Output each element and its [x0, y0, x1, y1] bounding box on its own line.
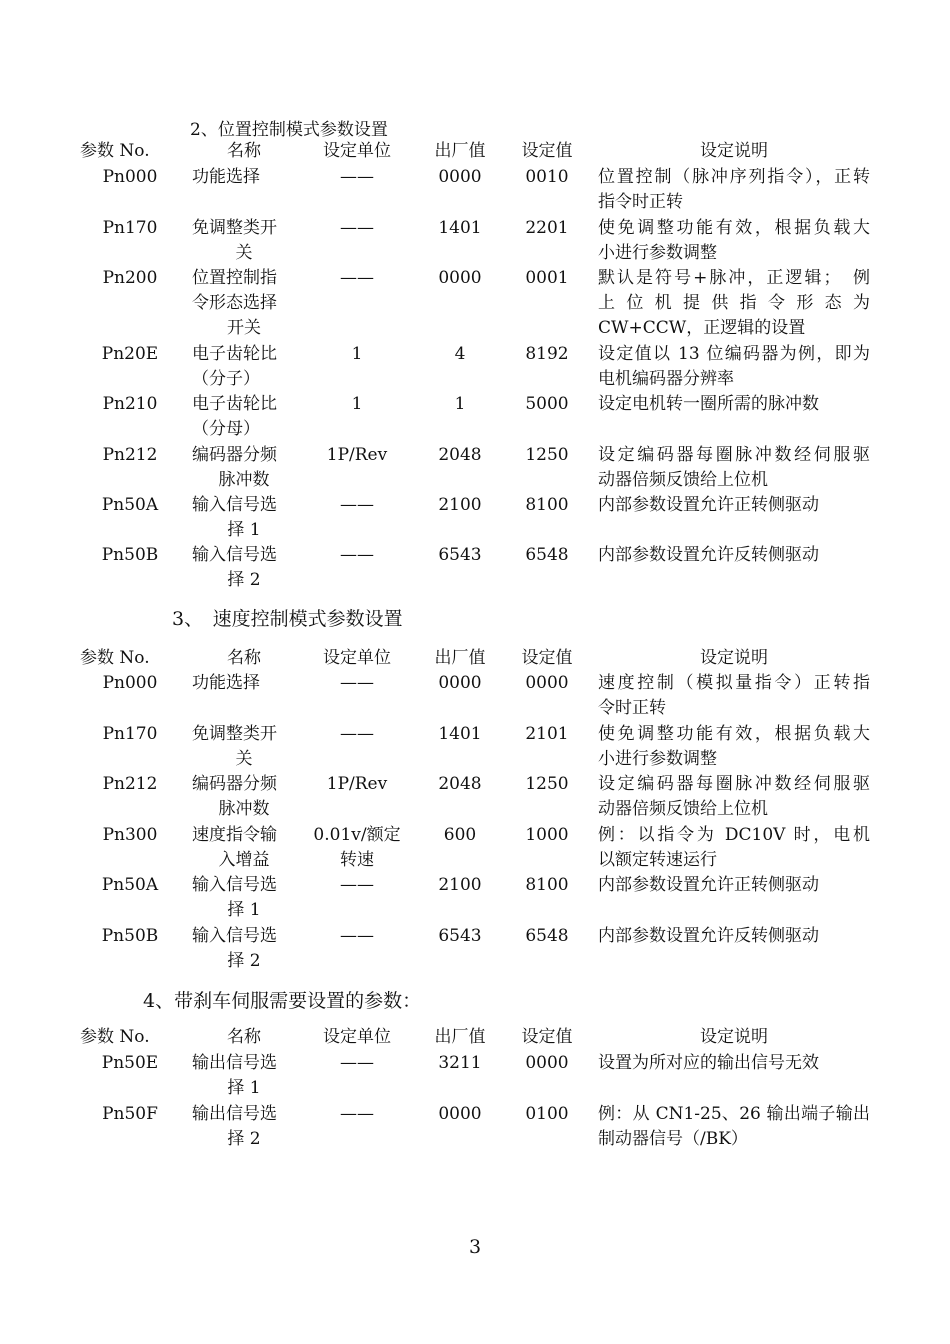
header-set: 设定值 — [521, 141, 573, 161]
param-no: Pn200 — [102, 268, 158, 288]
param-set-value: 5000 — [525, 394, 569, 414]
param-description — [598, 493, 870, 518]
param-factory-value: 4 — [454, 344, 466, 364]
param-set-value: 6548 — [525, 545, 569, 565]
param-description-line: 电机编码器分辨率 — [598, 369, 734, 389]
param-name-line: 输入信号选 — [192, 495, 277, 515]
param-unit — [304, 1051, 410, 1076]
header-name: 名称 — [227, 1027, 261, 1047]
param-description-line: 使免调整功能有效，根据负载大 — [598, 724, 870, 744]
param-unit-line: —— — [340, 495, 374, 515]
header-factory: 出厂值 — [434, 648, 486, 668]
param-no: Pn50E — [101, 1053, 159, 1073]
param-set-value: 1250 — [525, 445, 569, 465]
param-name-line: 关 — [235, 749, 253, 769]
param-unit — [304, 543, 410, 568]
param-unit — [304, 873, 410, 898]
param-unit — [304, 392, 410, 417]
param-unit-line: 0.01v/额定 — [313, 825, 401, 845]
param-name-line: 输入信号选 — [192, 545, 277, 565]
header-no: 参数 No. — [80, 141, 150, 161]
header-factory: 出厂值 — [434, 141, 486, 161]
param-name-line: 电子齿轮比 — [192, 394, 277, 414]
param-factory-value: 3211 — [438, 1053, 482, 1073]
param-unit-line: —— — [340, 218, 374, 238]
header-factory: 出厂值 — [434, 1027, 486, 1047]
param-name — [192, 216, 296, 266]
param-factory-value: 6543 — [438, 926, 482, 946]
param-description-line: 设定电机转一圈所需的脉冲数 — [598, 394, 819, 414]
header-name: 名称 — [227, 141, 261, 161]
header-set: 设定值 — [521, 1027, 573, 1047]
param-name-line: 免调整类开 — [192, 218, 277, 238]
param-no: Pn212 — [102, 445, 158, 465]
param-factory-value: 600 — [443, 825, 477, 845]
param-description — [598, 873, 870, 898]
param-set-value: 0000 — [525, 673, 569, 693]
param-no: Pn50B — [101, 926, 159, 946]
param-factory-value: 0000 — [438, 268, 482, 288]
param-name-line: 择 1 — [227, 520, 261, 540]
param-set-value: 8192 — [525, 344, 569, 364]
header-desc: 设定说明 — [700, 1027, 768, 1047]
param-no: Pn212 — [102, 774, 158, 794]
param-description-line: 令时正转 — [598, 698, 666, 718]
param-name-line: 速度指令输 — [192, 825, 277, 845]
param-name-line: （分子） — [192, 369, 260, 389]
param-no: Pn000 — [102, 673, 158, 693]
param-name-line: 输入信号选 — [192, 875, 277, 895]
param-unit — [304, 216, 410, 241]
header-desc: 设定说明 — [700, 648, 768, 668]
param-description — [598, 342, 870, 392]
param-description-line: 内部参数设置允许正转侧驱动 — [598, 875, 819, 895]
param-no: Pn50A — [101, 495, 159, 515]
param-description — [598, 1102, 870, 1152]
param-name — [192, 873, 296, 923]
param-no: Pn000 — [102, 167, 158, 187]
param-unit — [304, 165, 410, 190]
param-set-value: 0001 — [525, 268, 569, 288]
param-name-line: 电子齿轮比 — [192, 344, 277, 364]
param-name-line: 免调整类开 — [192, 724, 277, 744]
header-unit: 设定单位 — [323, 648, 391, 668]
param-name — [192, 772, 296, 822]
param-description-line: 小进行参数调整 — [598, 749, 717, 769]
param-factory-value: 2048 — [438, 774, 482, 794]
param-no: Pn50B — [101, 545, 159, 565]
param-unit-line: —— — [340, 724, 374, 744]
param-set-value: 6548 — [525, 926, 569, 946]
param-description-line: 使免调整功能有效，根据负载大 — [598, 218, 870, 238]
param-description-line: 指令时正转 — [598, 192, 683, 212]
param-factory-value: 1401 — [438, 218, 482, 238]
param-name-line: 开关 — [227, 318, 261, 338]
param-name-line: 关 — [235, 243, 253, 263]
param-description-line: 设定编码器每圈脉冲数经伺服驱 — [598, 774, 870, 794]
param-name-line: 脉冲数 — [218, 470, 270, 490]
param-set-value: 8100 — [525, 875, 569, 895]
param-name-line: 编码器分频 — [192, 774, 277, 794]
param-unit — [304, 443, 410, 468]
param-name — [192, 342, 296, 392]
param-description-line: 设置为所对应的输出信号无效 — [598, 1053, 819, 1073]
param-description — [598, 722, 870, 772]
param-name — [192, 266, 296, 341]
param-description-line: 上位机提供指令形态为 — [598, 293, 870, 313]
param-description-line: 设定值以 13 位编码器为例，即为 — [598, 344, 870, 364]
param-unit — [304, 1102, 410, 1127]
param-description-line: 例：从 CN1-25、26 输出端子输出 — [598, 1104, 870, 1124]
param-factory-value: 1 — [454, 394, 466, 414]
param-set-value: 2201 — [525, 218, 569, 238]
param-description — [598, 392, 870, 417]
param-unit — [304, 266, 410, 291]
param-description — [598, 543, 870, 568]
section-title: 3、 速度控制模式参数设置 — [172, 608, 403, 630]
param-name-line: 输出信号选 — [192, 1053, 277, 1073]
param-unit — [304, 924, 410, 949]
param-unit-line: 转速 — [340, 850, 374, 870]
header-unit: 设定单位 — [323, 141, 391, 161]
param-factory-value: 0000 — [438, 673, 482, 693]
param-name-line: 令形态选择 — [192, 293, 277, 313]
header-desc: 设定说明 — [700, 141, 768, 161]
param-unit-line: —— — [340, 926, 374, 946]
param-unit-line: —— — [340, 875, 374, 895]
param-description — [598, 924, 870, 949]
param-set-value: 8100 — [525, 495, 569, 515]
param-set-value: 0000 — [525, 1053, 569, 1073]
param-name-line: 择 2 — [227, 570, 261, 590]
param-description-line: 位置控制（脉冲序列指令），正转 — [598, 167, 870, 187]
param-name-line: 功能选择 — [192, 167, 260, 187]
section-title: 2、位置控制模式参数设置 — [190, 120, 388, 140]
param-unit-line: 1P/Rev — [326, 445, 388, 465]
param-no: Pn50A — [101, 875, 159, 895]
param-set-value: 0010 — [525, 167, 569, 187]
param-factory-value: 2048 — [438, 445, 482, 465]
param-unit — [304, 493, 410, 518]
param-name — [192, 392, 296, 442]
param-no: Pn210 — [102, 394, 158, 414]
header-unit: 设定单位 — [323, 1027, 391, 1047]
param-set-value: 0100 — [525, 1104, 569, 1124]
param-description — [598, 1051, 870, 1076]
param-description-line: 速度控制（模拟量指令）正转指 — [598, 673, 870, 693]
param-name — [192, 543, 296, 593]
param-factory-value: 0000 — [438, 167, 482, 187]
param-name-line: 输出信号选 — [192, 1104, 277, 1124]
param-description — [598, 671, 870, 721]
param-name-line: 择 2 — [227, 951, 261, 971]
param-description-line: 制动器信号（/BK） — [598, 1129, 748, 1149]
param-unit-line: 1 — [351, 344, 363, 364]
param-factory-value: 0000 — [438, 1104, 482, 1124]
param-unit — [304, 772, 410, 797]
param-description — [598, 772, 870, 822]
param-no: Pn170 — [102, 218, 158, 238]
header-name: 名称 — [227, 648, 261, 668]
param-name — [192, 443, 296, 493]
param-no: Pn170 — [102, 724, 158, 744]
param-description — [598, 216, 870, 266]
param-set-value: 1000 — [525, 825, 569, 845]
param-description-line: 默认是符号+脉冲，正逻辑； 例 — [598, 268, 870, 288]
header-set: 设定值 — [521, 648, 573, 668]
param-name — [192, 823, 296, 873]
param-unit — [304, 342, 410, 367]
header-no: 参数 No. — [80, 1027, 150, 1047]
param-name — [192, 165, 296, 190]
param-unit-line: 1P/Rev — [326, 774, 388, 794]
param-name — [192, 1051, 296, 1101]
param-name-line: 功能选择 — [192, 673, 260, 693]
param-description — [598, 823, 870, 873]
param-name-line: 编码器分频 — [192, 445, 277, 465]
param-description — [598, 443, 870, 493]
param-name — [192, 671, 296, 696]
param-name — [192, 493, 296, 543]
param-unit — [304, 823, 410, 873]
param-name — [192, 924, 296, 974]
param-name-line: 脉冲数 — [218, 799, 270, 819]
param-name-line: 输入信号选 — [192, 926, 277, 946]
param-description-line: 动器倍频反馈给上位机 — [598, 470, 768, 490]
param-description-line: 内部参数设置允许反转侧驱动 — [598, 926, 819, 946]
param-factory-value: 2100 — [438, 875, 482, 895]
param-unit-line: —— — [340, 673, 374, 693]
param-name-line: 择 1 — [227, 900, 261, 920]
page-number: 3 — [468, 1236, 482, 1258]
param-name-line: 择 1 — [227, 1078, 261, 1098]
param-description-line: 内部参数设置允许反转侧驱动 — [598, 545, 819, 565]
param-description-line: 设定编码器每圈脉冲数经伺服驱 — [598, 445, 870, 465]
param-name-line: 入增益 — [218, 850, 270, 870]
param-no: Pn50F — [102, 1104, 158, 1124]
param-name — [192, 1102, 296, 1152]
param-factory-value: 1401 — [438, 724, 482, 744]
param-name-line: 择 2 — [227, 1129, 261, 1149]
param-description — [598, 266, 870, 341]
param-set-value: 1250 — [525, 774, 569, 794]
param-description-line: 例：以指令为 DC10V 时，电机 — [598, 825, 870, 845]
param-unit-line: —— — [340, 167, 374, 187]
param-unit-line: —— — [340, 1104, 374, 1124]
param-unit-line: —— — [340, 545, 374, 565]
param-no: Pn300 — [102, 825, 158, 845]
param-description-line: 内部参数设置允许正转侧驱动 — [598, 495, 819, 515]
param-unit-line: 1 — [351, 394, 363, 414]
param-description-line: CW+CCW，正逻辑的设置 — [598, 318, 806, 338]
param-description — [598, 165, 870, 215]
param-factory-value: 6543 — [438, 545, 482, 565]
param-description-line: 动器倍频反馈给上位机 — [598, 799, 768, 819]
section-title: 4、带刹车伺服需要设置的参数： — [143, 990, 422, 1012]
param-name — [192, 722, 296, 772]
param-unit-line: —— — [340, 1053, 374, 1073]
param-unit-line: —— — [340, 268, 374, 288]
param-set-value: 2101 — [525, 724, 569, 744]
param-name-line: （分母） — [192, 419, 260, 439]
param-factory-value: 2100 — [438, 495, 482, 515]
param-description-line: 以额定转速运行 — [598, 850, 717, 870]
param-unit — [304, 722, 410, 747]
header-no: 参数 No. — [80, 648, 150, 668]
param-unit — [304, 671, 410, 696]
param-description-line: 小进行参数调整 — [598, 243, 717, 263]
param-name-line: 位置控制指 — [192, 268, 277, 288]
param-no: Pn20E — [101, 344, 159, 364]
